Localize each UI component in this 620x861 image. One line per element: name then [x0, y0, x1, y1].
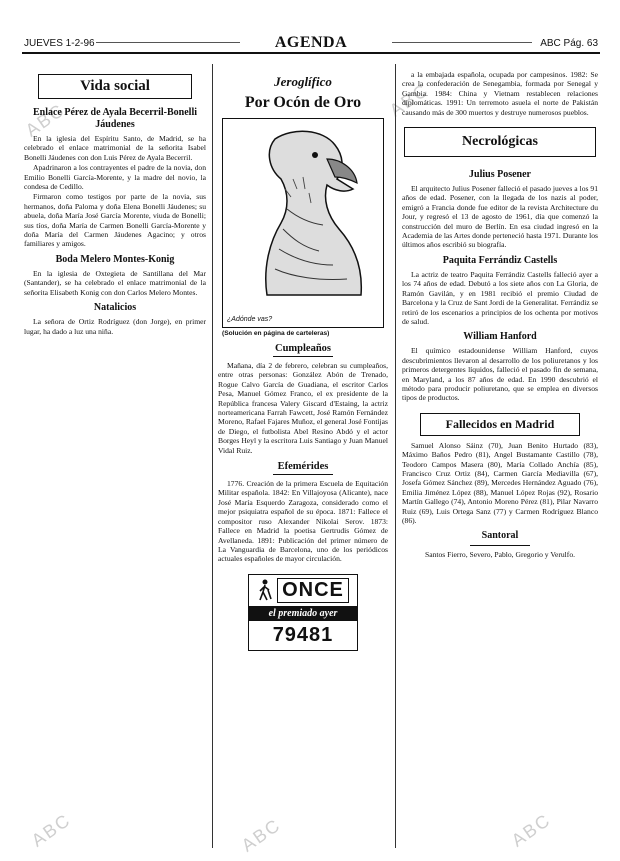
article-paragraph: En la iglesia de Oxtegieta de Santillana del Mar (Santander), se ha celebrado el enlace matrimonial de la señorita Elisabeth Konig con don Carlos Melero Montes.: [24, 268, 206, 297]
article-paragraph: Firmaron como testigos por parte de la novia, sus hermanos, doña Paloma y doña Elena Bonelli Jáudenes; su abuela, doña María José García Morente, viuda de Bonelli; sus tíos, doña María de Carmen Bonelli García-Morente y doña María del Carmen Jáudenes Agacino; y otros familiares y amigos.: [24, 192, 206, 249]
once-lottery-box: [248, 574, 358, 651]
santoral-heading: Santoral: [481, 530, 519, 542]
section-rule: [273, 474, 333, 475]
obituary-text: La actriz de teatro Paquita Ferrándiz Castells falleció ayer a los 74 años de edad. Debutó a los siete años con La Gloria, de Ramón Gavilán, y en 1981 recibió el premio Ciudad de Barcelona y la Cruz de Sant Jordi de la Generalitat. Ferrándiz se retiró de los escenarios a principios de los ochenta por motivos de salud.: [402, 269, 598, 326]
obituary-text: El químico estadounidense William Hanford, cuyos descubrimientos llevaron al desarrollo de los poliuretanos y los primeros detergentes líquidos, falleció el pasado fin de semana, en Maryland, a los 87 años de edad. En 1990 descubrió el método para producir poliuretano, que se emplea en diversos tipos de productos.: [402, 346, 598, 403]
watermark: ABC: [27, 809, 75, 851]
jeroglifico-heading: Jeroglífico: [274, 74, 332, 89]
efemerides-heading: Efemérides: [277, 461, 329, 473]
once-logo: ONCE: [277, 578, 349, 603]
watermark: ABC: [507, 809, 555, 851]
article-paragraph: En la iglesia del Espíritu Santo, de Madrid, se ha celebrado el enlace matrimonial de la señorita Isabel Bonelli Jáudenes con don Luis Pérez de Ayala Becerril.: [24, 134, 206, 162]
header-rule: [22, 52, 600, 54]
santoral-text: Santos Fierro, Severo, Pablo, Gregorio y Verulfo.: [424, 550, 576, 560]
jeroglifico-title: Por Ocón de Oro: [244, 94, 362, 111]
column-vida-social: [21, 70, 206, 840]
eagle-eye: [312, 152, 318, 158]
watermark: ABC: [237, 814, 285, 856]
once-winning-number: 79481: [272, 623, 334, 646]
efemerides-text: 1776. Creación de la primera Escuela de Equitación Militar española. 1842: En Villajoyosa (Alicante), nace José María Esquerdo Zaragoza, considerado como el mejor psiquiatra español de su época. 1871: Fallece el compositor ruso Alexander Nikolai Serov. 1873: Fallece en Madrid la poetisa Gertrudis Gómez de Avellaneda. 1891: Publicación del primer número de La Vanguardia de Barcelona, uno de los periódicos actuales españoles de mayor circulación.: [218, 479, 388, 564]
necrologicas-heading: Necrológicas: [404, 127, 596, 157]
column-agenda-middle: [218, 70, 388, 840]
article-title: Natalicios: [93, 302, 137, 314]
walking-person-icon: [257, 579, 273, 601]
fallecidos-heading: Fallecidos en Madrid: [420, 413, 580, 436]
article-paragraph: La señora de Ortiz Rodríguez (don Jorge), en primer lugar, ha dado a luz una niña.: [24, 317, 206, 336]
header-date: JUEVES 1-2-96: [24, 38, 95, 49]
obituary-title: William Hanford: [463, 331, 537, 343]
once-header: [249, 575, 357, 606]
column-divider: [395, 64, 396, 848]
watermark: ABC: [21, 99, 69, 141]
article-title: Boda Melero Montes-Konig: [55, 253, 175, 265]
obituary-title: Paquita Ferrándiz Castells: [442, 254, 558, 266]
jeroglifico-caption: ¿Adónde vas?: [227, 316, 273, 323]
header-divider: [392, 42, 532, 43]
obituary-title: Julius Posener: [469, 169, 531, 181]
article-title: Enlace Pérez de Ayala Becerril-Bonelli Jáudenes: [32, 107, 198, 130]
once-tagline: el premiado ayer: [249, 606, 357, 621]
header-page-number: ABC Pág. 63: [540, 38, 598, 49]
article-paragraph: Apadrinaron a los contrayentes el padre de la novia, don Emilio Bonelli García-Morente, y la madre del novio, la condesa de Cedillo.: [24, 163, 206, 192]
cumpleanos-text: Mañana, día 2 de febrero, celebran su cumpleaños, entre otras personas: González Abón de Trenado, Rogue Calvo García de Guadiana, el escritor Carlos Pesa, Manuel Gómez Franco, el ex presidente de la República francesa Valery Giscard d'Estaing, la actriz norteamericana Farrah Fawcett, José Ramón Fernández Moreno, Rafael Fajares Muñoz, el general José Fontijas de Diego, el futbolista Abel Resino Abdó y el actor Borges Heyl y la escritora Luis Santiago y Juan Manuel Vidal Ruiz.: [218, 361, 388, 455]
header-section-title: AGENDA: [274, 34, 348, 51]
fallecidos-list: Samuel Alonso Sáinz (70), Juan Benito Hurtado (83), Máximo Baños Pedro (81), Angel Bustamante Castillo (78), Teodoro Campos Masera (80), María Collado Anchía (85), Francisco Cruz Ortiz (84), Carmen García Mediavilla (67), Josefa Gómez Sánchez (89), Mercedes Hernández Aguado (76), Emilia Jiménez López (88), Manuel López Rojas (92), Rosario Martín Gallego (74), Antonio Moreno Pérez (81), Pilar Navarro Ruiz (69), Luis Ortega Sanz (77) y Carmen Rodríguez Blanco (86).: [402, 440, 598, 525]
jeroglifico-image: [222, 118, 384, 328]
cumpleanos-heading: Cumpleaños: [274, 343, 331, 354]
column-necrologicas: [402, 70, 598, 840]
vida-social-heading: Vida social: [38, 74, 192, 99]
page-header: [22, 34, 600, 56]
watermark: ABC: [385, 79, 433, 121]
section-rule: [470, 545, 530, 546]
column-divider: [212, 64, 213, 848]
efemerides-continued: a la embajada española, ocupada por campesinos. 1982: Se crea la confederación de Senegambia, formada por Senegal y Gambia. 1984: China y Vietnam restablecen relaciones diplomáticas. 1991: Un terremoto asuela el norte de Pakistán causando más de 300 muertos y destruye numerosos pueblos.: [402, 70, 598, 117]
jeroglifico-solution: (Solución en página de carteleras): [222, 330, 330, 337]
eagle-illustration: [223, 119, 387, 325]
section-rule: [273, 356, 333, 357]
obituary-text: El arquitecto Julius Posener falleció el pasado jueves a los 91 años de edad. Posener, con la llegada de los nazis al poder, emigró a Francia donde fue editor de la revista Architecture du Jour, y regresó el 13 de agosto de 1961, día que comenzó la construcción del muro de Berlín. En esa ciudad ingresó en la Academia de las Artes donde perteneció hasta 1971. Durante los últimos años escribió su biografía.: [402, 184, 598, 250]
